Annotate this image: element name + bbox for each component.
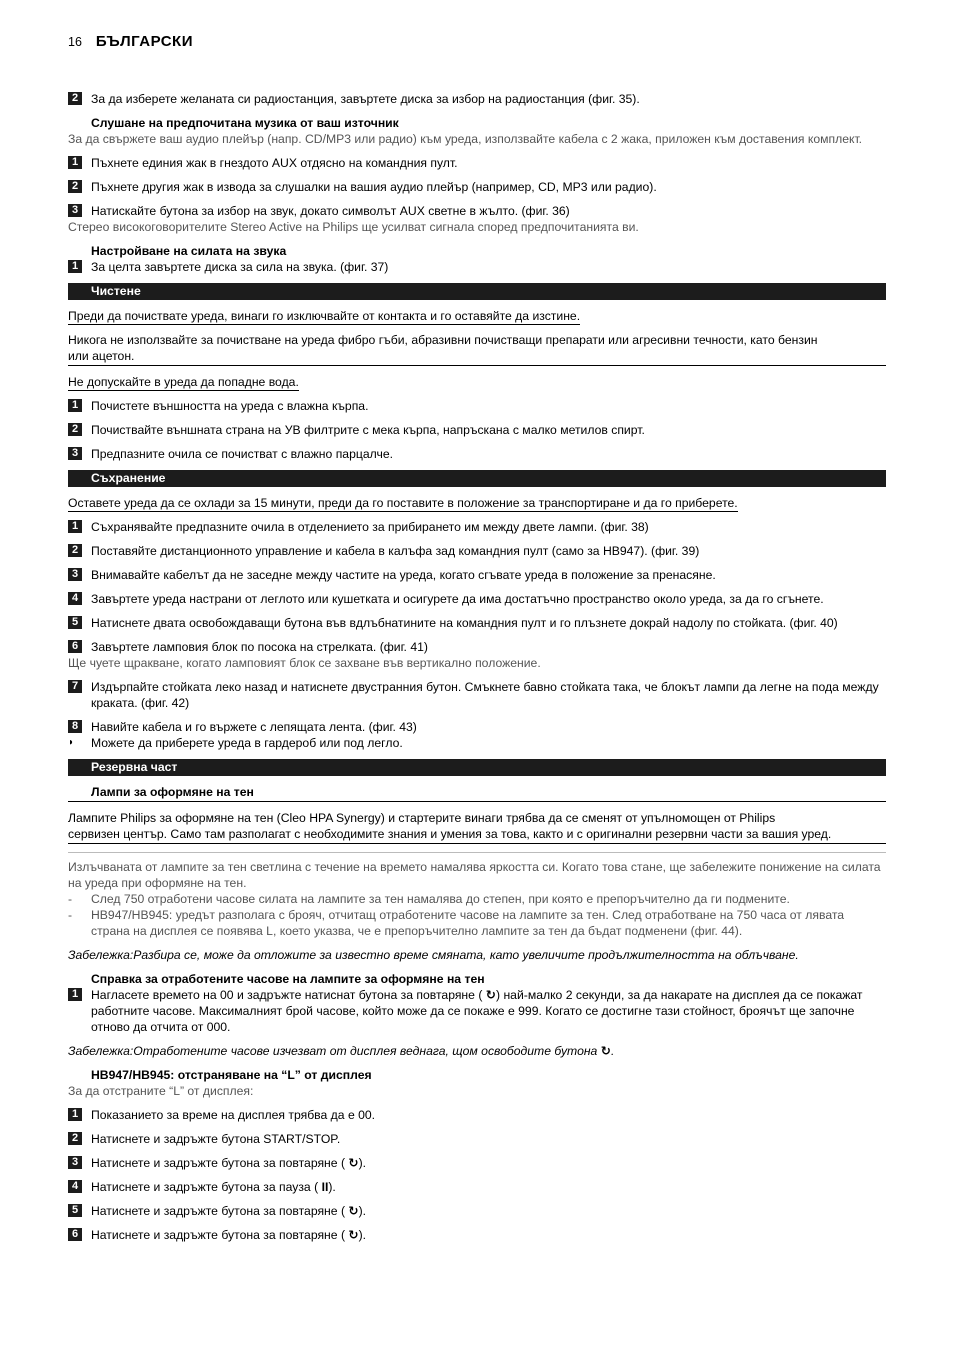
warning-line: Преди да почиствате уреда, винаги го изключвайте от контакта и го оставяйте да изстине.	[68, 309, 581, 323]
step-number: 2	[68, 180, 82, 193]
step-item	[68, 1227, 886, 1243]
step-text-part: Натиснете и задръжте бутона за повтаряне (	[91, 1228, 346, 1242]
dash-text: След 750 отработени часове силата на лампите за тен намалява до степен, при която е препоръчително да ги подмените.	[91, 892, 790, 906]
dash-item	[68, 907, 886, 939]
step-text: Предпазните очила се почистват с влажно парцалче.	[91, 447, 393, 461]
step-text: Внимавайте кабелът да не заседне между частите на уреда, когато сгъвате уреда в положение за пренасяне.	[91, 568, 716, 582]
step-item	[68, 615, 886, 631]
warning-line: Оставете уреда да се охлади за 15 минути, преди да го поставите в положение за транспортиране и да го приберете.	[68, 496, 738, 510]
section-subheading: Справка за отработените часове на лампите за оформяне на тен	[91, 972, 485, 986]
step-item	[68, 1131, 886, 1147]
step-text: Поставяйте дистанционното управление и кабела в калъфа зад командния пулт (само за HB947). (фиг. 39)	[91, 544, 700, 558]
step-item	[68, 1179, 886, 1195]
step-text	[91, 987, 886, 1035]
repeat-icon: ↻	[348, 1228, 359, 1242]
language-title: БЪЛГАРСКИ	[95, 33, 193, 50]
step-item	[68, 91, 886, 107]
step-item	[68, 543, 886, 559]
step-item	[68, 639, 886, 655]
step-number: 1	[68, 1108, 82, 1121]
page-number: 16	[68, 35, 82, 49]
step-text	[91, 1203, 366, 1219]
repeat-icon: ↻	[348, 1156, 359, 1170]
body-paragraph: За да отстраните “L” от дисплея:	[68, 1084, 254, 1098]
result-bullet	[68, 735, 886, 751]
step-text-part: ).	[358, 1156, 367, 1170]
section-bar-cleaning: Чистене	[68, 283, 886, 300]
section-subheading: Лампи за оформяне на тен	[68, 784, 886, 802]
bullet-icon: ◗	[68, 737, 75, 748]
note-text	[68, 1043, 886, 1059]
step-text	[91, 1155, 366, 1171]
warning-text	[68, 374, 886, 390]
pause-icon: II	[321, 1180, 329, 1194]
repeat-icon: ↻	[485, 988, 496, 1002]
note-part: .	[610, 1044, 615, 1058]
step-text-part: ).	[328, 1180, 336, 1194]
step-text: За целта завъртете диска за сила на звука. (фиг. 37)	[91, 260, 389, 274]
step-number: 1	[68, 520, 82, 533]
step-text: Натиснете двата освобождаващи бутона във вдлъбнатините на командния пулт и го плъзнете докрай надолу по стойката. (фиг. 40)	[91, 616, 838, 630]
note-text: Забележка:Разбира се, може да отложите за известно време смяната, като увеличите продължителността на облъчване.	[68, 948, 799, 962]
separator	[68, 852, 886, 853]
step-item	[68, 679, 886, 711]
step-text: Показанието за време на дисплея трябва да е 00.	[91, 1108, 376, 1122]
note-part: Забележка:Отработените часове изчезват от дисплея веднага, щом освободите бутона	[68, 1044, 601, 1058]
step-number: 6	[68, 640, 82, 653]
step-text: Завъртете ламповия блок по посока на стрелката. (фиг. 41)	[91, 640, 428, 654]
step-text: Почиствайте външната страна на УВ филтрите с мека кърпа, напръскана с малко метилов спирт.	[91, 423, 645, 437]
dash-mark: -	[68, 908, 73, 922]
step-item	[68, 719, 886, 735]
page-header	[68, 34, 193, 50]
step-text: Издърпайте стойката леко назад и натиснете двустранния бутон. Смъкнете бавно стойката така, че блокът лампи да легне на пода между краката. (фиг. 42)	[91, 680, 879, 710]
step-number: 3	[68, 204, 82, 217]
step-text-part: Натиснете и задръжте бутона за повтаряне (	[91, 1156, 346, 1170]
step-number: 2	[68, 92, 82, 105]
step-text-part: ).	[358, 1228, 367, 1242]
step-number: 1	[68, 399, 82, 412]
warning-text	[68, 308, 886, 324]
warning-line: Лампите Philips за оформяне на тен (Cleo HPA Synergy) и стартерите винаги трябва да се сменят от упълномощен от Philips	[68, 811, 776, 825]
dash-text: HB947/HB945: уредът разполага с брояч, отчитащ отработените часове на лампите за тен. След отработване на 750 часа от лявата страна на дисплея се появява L, което указва, че е препоръчително лампите за тен да бъдат подменени (фиг. 44).	[91, 908, 845, 938]
step-text	[91, 1227, 366, 1243]
body-paragraph: Излъчваната от лампите за тен светлина с течение на времето намалява яркостта си. Когато това стане, ще забележите понижение на силата на уреда при оформяне на тен.	[68, 860, 881, 890]
step-number: 5	[68, 1204, 82, 1217]
step-number: 3	[68, 1156, 82, 1169]
step-text	[91, 1179, 336, 1195]
step-item	[68, 1203, 886, 1219]
page-content	[68, 91, 886, 1251]
step-item	[68, 446, 886, 462]
step-note: Стерео високоговорителите Stereo Active на Philips ще усилват сигнала според предпочитанията ви.	[68, 220, 639, 234]
step-text: Пъхнете единия жак в гнездото AUX отдясно на командния пулт.	[91, 156, 458, 170]
step-note: Ще чуете щракване, когато ламповият блок се захване във вертикално положение.	[68, 656, 541, 670]
step-text: Натискайте бутона за избор на звук, докато символът AUX светне в жълто. (фиг. 36)	[91, 204, 570, 218]
step-item	[68, 519, 886, 535]
warning-text	[68, 495, 886, 511]
step-text: Пъхнете другия жак в извода за слушалки на вашия аудио плейър (например, CD, MP3 или радио).	[91, 180, 657, 194]
step-number: 1	[68, 156, 82, 169]
step-number: 1	[68, 988, 82, 1001]
step-text-part: Натиснете и задръжте бутона за повтаряне (	[91, 1204, 346, 1218]
step-text-part: Натиснете и задръжте бутона за пауза (	[91, 1180, 319, 1194]
step-number: 4	[68, 592, 82, 605]
dash-mark: -	[68, 892, 73, 906]
step-item	[68, 567, 886, 583]
step-number: 5	[68, 616, 82, 629]
step-number: 7	[68, 680, 82, 693]
section-subheading: Настройване на силата на звука	[91, 244, 287, 258]
step-text-part: ).	[358, 1204, 367, 1218]
step-text: Натиснете и задръжте бутона START/STOP.	[91, 1132, 341, 1146]
step-item	[68, 591, 886, 607]
step-number: 1	[68, 260, 82, 273]
step-number: 2	[68, 544, 82, 557]
step-number: 3	[68, 447, 82, 460]
repeat-icon: ↻	[348, 1204, 359, 1218]
step-text: Навийте кабела и го вържете с лепящата лента. (фиг. 43)	[91, 720, 417, 734]
step-number: 6	[68, 1228, 82, 1241]
step-item	[68, 179, 886, 195]
step-item	[68, 155, 886, 171]
step-item	[68, 1155, 886, 1171]
repeat-icon: ↻	[600, 1044, 611, 1058]
bullet-text: Можете да приберете уреда в гардероб или под легло.	[91, 736, 403, 750]
step-text: Завъртете уреда настрани от леглото или кушетката и осигурете да има достатъчно пространство около уреда, за да го сгънете.	[91, 592, 824, 606]
step-item	[68, 422, 886, 438]
section-subheading: HB947/HB945: отстраняване на “L” от дисплея	[91, 1068, 372, 1082]
step-item	[68, 398, 886, 414]
step-number: 3	[68, 568, 82, 581]
step-number: 8	[68, 720, 82, 733]
step-item	[68, 259, 886, 275]
section-subheading: Слушане на предпочитана музика от ваш източник	[91, 116, 399, 130]
warning-line: сервизен център. Само там разполагат с необходимите знания и умения за това, както и с оригинални резервни части за вашия уред.	[68, 827, 832, 841]
step-text: Почистете външността на уреда с влажна кърпа.	[91, 399, 369, 413]
step-item	[68, 203, 886, 219]
step-item	[68, 1107, 886, 1123]
step-text: За да изберете желаната си радиостанция, завъртете диска за избор на радиостанция (фиг. 35).	[91, 92, 640, 106]
step-text-part: Нагласете времето на 00 и задръжте натиснат бутона за повтаряне (	[91, 988, 483, 1002]
step-number: 2	[68, 423, 82, 436]
warning-text	[68, 332, 886, 366]
warning-line: Никога не използвайте за почистване на уреда фибро гъби, абразивни почистващи препарати или агресивни течности, като бензин	[68, 333, 818, 347]
body-paragraph: За да свържете ваш аудио плейър (напр. CD/MP3 или радио) към уреда, използвайте кабела с 2 жака, приложен към доставения комплект.	[68, 132, 863, 146]
step-number: 2	[68, 1132, 82, 1145]
dash-item	[68, 891, 886, 907]
warning-text	[68, 810, 886, 844]
warning-line: или ацетон.	[68, 349, 135, 363]
section-bar-storage: Съхранение	[68, 470, 886, 487]
section-bar-replacement: Резервна част	[68, 759, 886, 776]
step-number: 4	[68, 1180, 82, 1193]
step-text: Съхранявайте предпазните очила в отделението за прибирането им между двете лампи. (фиг. 38)	[91, 520, 649, 534]
step-text-part: ) най-малко 2 секунди, за да накарате на дисплея да се покажат работните часове. Максималният брой часове, който може да се покаже е 999. Когато се достигне тази стойност, броячът ще започне отново да отчита от 000.	[91, 988, 863, 1034]
warning-line: Не допускайте в уреда да попадне вода.	[68, 375, 299, 389]
step-item	[68, 987, 886, 1035]
